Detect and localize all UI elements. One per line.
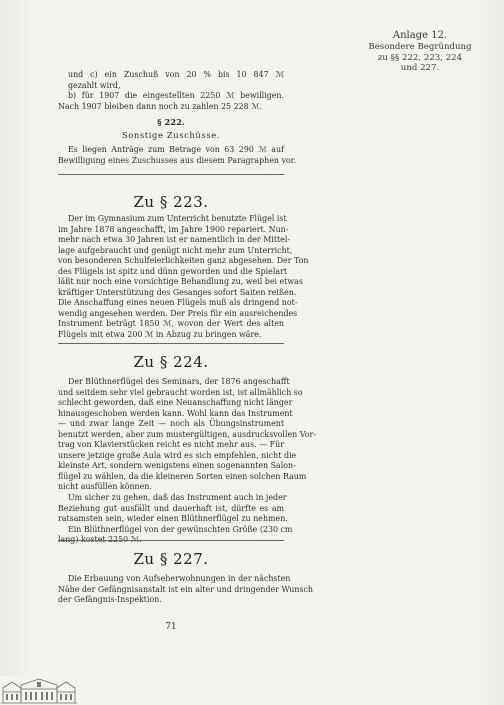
section-224-heading: Zu § 224. xyxy=(133,353,209,371)
section-divider xyxy=(58,174,284,175)
annex-line: und 227. xyxy=(400,63,440,74)
text-line: — und zwar lange Zeit — noch als Übungsinstrument xyxy=(58,419,284,429)
text-line: ratsamsten sein, wieder einen Blüthnerflügel zu nehmen. xyxy=(58,514,288,524)
text-line: schlecht geworden, daß eine Neuanschaffung nicht länger xyxy=(58,398,293,408)
text-line: Flügels mit etwa 200 ℳ in Abzug zu bringen wäre. xyxy=(58,330,262,340)
section-divider xyxy=(58,343,284,344)
text-line: und c) ein Zuschuß von 20 % bis 10 847 ℳ xyxy=(68,70,284,79)
text-line: flügel zu wählen, da die kleineren Sorten einen solchen Raum xyxy=(58,471,307,481)
text-line: Um sicher zu gehen, daß das Instrument auch in jeder xyxy=(68,493,287,503)
text-line: Der im Gymnasium zum Unterricht benutzte Flügel ist xyxy=(68,214,287,223)
text-line: und seitdem sehr viel gebraucht worden ist, ist allmählich so xyxy=(58,387,303,397)
annex-title: Anlage 12. xyxy=(392,30,448,41)
section-222-body xyxy=(58,145,297,166)
section-227-heading: Zu § 227. xyxy=(133,550,209,568)
section-222-number: § 222. xyxy=(157,117,185,127)
text-line: Es liegen Anträge zum Betrage von 63 290 ℳ auf xyxy=(68,145,284,154)
section-222-subtitle: Sonstige Zuschüsse. xyxy=(121,130,221,140)
text-line: Beziehung gut ausfällt und dauerhaft ist, dürfte es am xyxy=(58,503,284,513)
section-224-body xyxy=(58,377,316,546)
text-line: benutzt werden, aber zum mustergültigen, ausdrucksvollen Vor- xyxy=(58,429,316,439)
text-line: b) für 1907 die eingestellten 2250 ℳ bewilligen. xyxy=(68,91,284,101)
text-line: lang) kostet 2250 ℳ. xyxy=(58,535,142,545)
text-line: Die Erbauung von Aufseherwohnungen in der nächsten xyxy=(68,574,291,583)
text-line: Der Blüthnerflügel des Seminars, der 1876 angeschafft xyxy=(68,377,290,386)
text-line: Nach 1907 bleiben dann noch zu zahlen 25 228 ℳ. xyxy=(58,101,263,111)
annex-line: zu §§ 222, 223, 224 xyxy=(377,52,463,63)
text-line: von besonderen Schulfeierlichkeiten ganz abgesehen. Der Ton xyxy=(58,256,309,266)
text-line: der Gefängnis-Inspektion. xyxy=(58,595,162,605)
text-line: Bewilligung eines Zuschusses aus diesem Paragraphen vor. xyxy=(58,155,297,165)
text-line: Instrument beträgt 1850 ℳ, wovon der Wert des alten xyxy=(58,319,284,329)
text-line: hinausgeschoben werden kann. Wohl kann das Instrument xyxy=(58,408,293,418)
library-building-logo xyxy=(0,676,78,705)
text-line: Die Anschaffung eines neuen Flügels muß als dringend not- xyxy=(58,298,298,308)
text-line: nicht ausfüllen können. xyxy=(58,482,152,492)
page-number: 71 xyxy=(165,622,177,632)
text-line: kräftiger Unterstützung des Gesanges sofort Saiten reißen. xyxy=(58,287,297,297)
text-line: mehr nach etwa 30 Jahren ist er namentlich in der Mittel- xyxy=(58,235,291,245)
text-line: des Flügels ist spitz und dünn geworden und die Spielart xyxy=(58,266,288,276)
section-222-tail xyxy=(58,70,284,112)
text-line: kleinste Art, sondern wenigstens einen sogenannten Salon- xyxy=(58,461,296,471)
text-line: wendig angesehen werden. Der Preis für ein ausreichendes xyxy=(58,308,298,318)
section-223-body xyxy=(58,214,309,341)
section-227-body xyxy=(58,574,314,606)
text-line: trag von Klavierstücken reicht es nicht mehr aus. — Für xyxy=(58,440,284,450)
text-line: unsere jetzige große Aula wird es sich empfehlen, nicht die xyxy=(58,450,297,460)
annex-line: Besondere Begründung xyxy=(368,42,472,52)
section-223-heading: Zu § 223. xyxy=(133,193,209,211)
text-line: Ein Blüthnerflügel von der gewünschten Größe (230 cm xyxy=(68,524,293,534)
text-line: lage aufgebraucht und genügt nicht mehr zum Unterricht, xyxy=(58,245,293,255)
text-line: gezahlt wird, xyxy=(68,80,121,90)
text-line: Nähe der Gefängnisanstalt ist ein alter und dringender Wunsch xyxy=(58,584,314,594)
annex-header xyxy=(360,30,480,74)
section-divider xyxy=(58,540,284,541)
text-line: im Jahre 1878 angeschafft, im Jahre 1900 repariert. Nun- xyxy=(58,224,289,234)
text-line: läßt nur noch eine vorsichtige Behandlung zu, weil bei etwas xyxy=(58,277,303,287)
